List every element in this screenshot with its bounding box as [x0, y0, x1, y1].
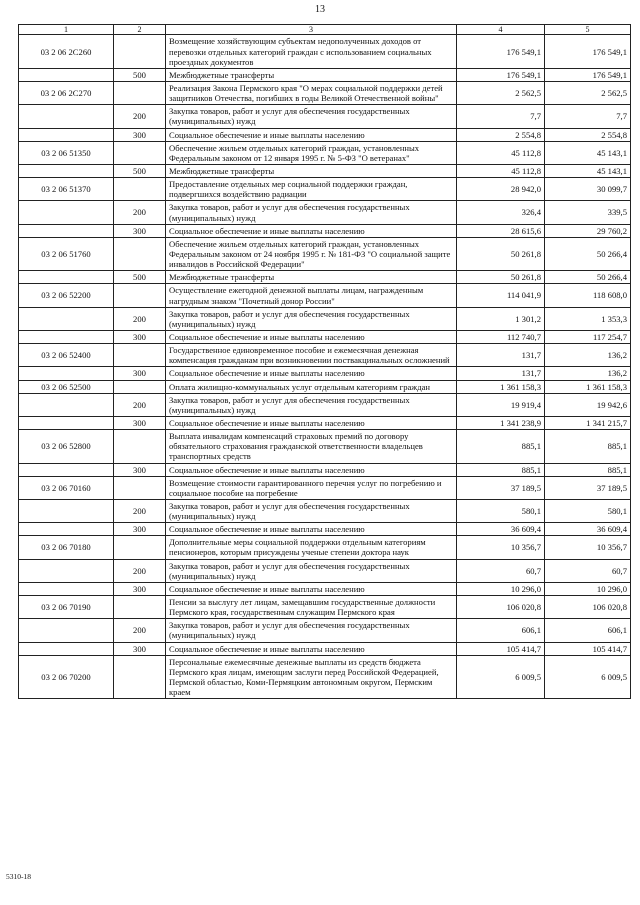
- row-name: Межбюджетные трансферты: [166, 164, 457, 177]
- row-value-year-1: 105 414,7: [457, 642, 545, 655]
- table-row: [19, 178, 631, 201]
- table-row: [19, 105, 631, 128]
- row-code: [19, 523, 114, 536]
- column-header-4: 4: [457, 25, 545, 35]
- table-row: [19, 141, 631, 164]
- row-expense-type: [114, 344, 166, 367]
- row-name: Социальное обеспечение и иные выплаты населению: [166, 224, 457, 237]
- row-expense-type: 500: [114, 164, 166, 177]
- row-name: Закупка товаров, работ и услуг для обеспечения государственных (муниципальных) нужд: [166, 393, 457, 416]
- row-name: Межбюджетные трансферты: [166, 68, 457, 81]
- row-code: [19, 68, 114, 81]
- row-value-year-1: 1 301,2: [457, 307, 545, 330]
- row-value-year-1: 37 189,5: [457, 476, 545, 499]
- row-name: Социальное обеспечение и иные выплаты населению: [166, 330, 457, 343]
- row-code: [19, 330, 114, 343]
- table-row: [19, 128, 631, 141]
- row-value-year-1: 106 020,8: [457, 596, 545, 619]
- row-code: 03 2 06 51760: [19, 237, 114, 270]
- row-value-year-2: 885,1: [545, 430, 631, 463]
- row-value-year-2: 1 353,3: [545, 307, 631, 330]
- row-code: 03 2 06 52200: [19, 284, 114, 307]
- table-row: [19, 367, 631, 380]
- table-row: [19, 642, 631, 655]
- row-expense-type: 200: [114, 559, 166, 582]
- row-code: [19, 164, 114, 177]
- row-code: 03 2 06 70160: [19, 476, 114, 499]
- row-value-year-2: 60,7: [545, 559, 631, 582]
- row-expense-type: 500: [114, 271, 166, 284]
- row-value-year-2: 339,5: [545, 201, 631, 224]
- row-name: Социальное обеспечение и иные выплаты населению: [166, 463, 457, 476]
- row-code: [19, 271, 114, 284]
- row-name: Социальное обеспечение и иные выплаты населению: [166, 367, 457, 380]
- table-row: [19, 582, 631, 595]
- row-value-year-2: 29 760,2: [545, 224, 631, 237]
- row-value-year-2: 136,2: [545, 367, 631, 380]
- row-name: Осуществление ежегодной денежной выплаты лицам, награжденным нагрудным знаком "Почетный донор России": [166, 284, 457, 307]
- row-value-year-2: 106 020,8: [545, 596, 631, 619]
- row-name: Закупка товаров, работ и услуг для обеспечения государственных (муниципальных) нужд: [166, 499, 457, 522]
- row-name: Закупка товаров, работ и услуг для обеспечения государственных (муниципальных) нужд: [166, 559, 457, 582]
- row-value-year-2: 2 554,8: [545, 128, 631, 141]
- row-expense-type: 300: [114, 128, 166, 141]
- row-code: [19, 463, 114, 476]
- row-expense-type: 200: [114, 201, 166, 224]
- table-row: [19, 68, 631, 81]
- row-value-year-1: 885,1: [457, 463, 545, 476]
- row-value-year-2: 6 009,5: [545, 655, 631, 699]
- row-expense-type: [114, 237, 166, 270]
- row-name: Государственное единовременное пособие и ежемесячная денежная компенсация гражданам при возникновении поствакцинальных осложнений: [166, 344, 457, 367]
- row-code: 03 2 06 2С260: [19, 35, 114, 68]
- row-value-year-2: 36 609,4: [545, 523, 631, 536]
- row-code: [19, 201, 114, 224]
- row-expense-type: [114, 655, 166, 699]
- row-expense-type: 300: [114, 582, 166, 595]
- row-value-year-2: 30 099,7: [545, 178, 631, 201]
- row-value-year-1: 7,7: [457, 105, 545, 128]
- row-name: Закупка товаров, работ и услуг для обеспечения государственных (муниципальных) нужд: [166, 201, 457, 224]
- row-name: Выплата инвалидам компенсаций страховых премий по договору обязательного страхования гражданской ответственности владельцев транспортных средств: [166, 430, 457, 463]
- row-value-year-2: 50 266,4: [545, 271, 631, 284]
- column-header-1: 1: [19, 25, 114, 35]
- row-value-year-1: 10 356,7: [457, 536, 545, 559]
- row-expense-type: 300: [114, 367, 166, 380]
- row-name: Закупка товаров, работ и услуг для обеспечения государственных (муниципальных) нужд: [166, 307, 457, 330]
- row-value-year-1: 2 554,8: [457, 128, 545, 141]
- row-value-year-1: 131,7: [457, 344, 545, 367]
- table-row: [19, 393, 631, 416]
- table-row: [19, 307, 631, 330]
- table-row: [19, 499, 631, 522]
- row-name: Социальное обеспечение и иные выплаты населению: [166, 523, 457, 536]
- row-expense-type: 300: [114, 523, 166, 536]
- column-header-2: 2: [114, 25, 166, 35]
- table-row: [19, 35, 631, 68]
- column-header-3: 3: [166, 25, 457, 35]
- table-row: [19, 523, 631, 536]
- row-value-year-2: 10 356,7: [545, 536, 631, 559]
- row-expense-type: [114, 476, 166, 499]
- row-name: Реализация Закона Пермского края "О мерах социальной поддержки детей защитников Отечества, погибших в годы Великой Отечественной войны": [166, 82, 457, 105]
- row-expense-type: 300: [114, 224, 166, 237]
- row-code: [19, 499, 114, 522]
- row-value-year-2: 50 266,4: [545, 237, 631, 270]
- row-value-year-1: 885,1: [457, 430, 545, 463]
- row-code: 03 2 06 52500: [19, 380, 114, 393]
- row-value-year-1: 176 549,1: [457, 35, 545, 68]
- row-code: 03 2 06 52400: [19, 344, 114, 367]
- row-expense-type: [114, 82, 166, 105]
- row-expense-type: 300: [114, 463, 166, 476]
- row-value-year-2: 176 549,1: [545, 68, 631, 81]
- row-name: Социальное обеспечение и иные выплаты населению: [166, 416, 457, 429]
- row-value-year-1: 112 740,7: [457, 330, 545, 343]
- row-value-year-2: 117 254,7: [545, 330, 631, 343]
- row-value-year-1: 114 041,9: [457, 284, 545, 307]
- row-value-year-1: 580,1: [457, 499, 545, 522]
- row-value-year-2: 19 942,6: [545, 393, 631, 416]
- row-name: Пенсии за выслугу лет лицам, замещавшим государственные должности Пермского края, государственным служащим Пермского края: [166, 596, 457, 619]
- row-value-year-1: 2 562,5: [457, 82, 545, 105]
- row-value-year-1: 45 112,8: [457, 141, 545, 164]
- row-expense-type: 200: [114, 307, 166, 330]
- row-expense-type: [114, 536, 166, 559]
- row-name: Персональные ежемесячные денежные выплаты из средств бюджета Пермского края лицам, имеющим заслуги перед Российской Федерацией, Пермской областью, Коми-Пермяцким автономным округом, Пермским краем: [166, 655, 457, 699]
- table-row: [19, 430, 631, 463]
- row-name: Закупка товаров, работ и услуг для обеспечения государственных (муниципальных) нужд: [166, 619, 457, 642]
- row-value-year-2: 7,7: [545, 105, 631, 128]
- row-code: [19, 105, 114, 128]
- row-expense-type: [114, 284, 166, 307]
- table-row: [19, 330, 631, 343]
- row-value-year-2: 885,1: [545, 463, 631, 476]
- row-expense-type: [114, 430, 166, 463]
- row-value-year-2: 10 296,0: [545, 582, 631, 595]
- row-code: [19, 559, 114, 582]
- row-expense-type: [114, 596, 166, 619]
- row-expense-type: [114, 35, 166, 68]
- row-expense-type: 200: [114, 619, 166, 642]
- row-value-year-2: 580,1: [545, 499, 631, 522]
- row-name: Закупка товаров, работ и услуг для обеспечения государственных (муниципальных) нужд: [166, 105, 457, 128]
- row-value-year-2: 1 341 215,7: [545, 416, 631, 429]
- row-value-year-1: 45 112,8: [457, 164, 545, 177]
- row-code: 03 2 06 52800: [19, 430, 114, 463]
- row-code: 03 2 06 70180: [19, 536, 114, 559]
- row-name: Предоставление отдельных мер социальной поддержки граждан, подвергшихся воздействию радиации: [166, 178, 457, 201]
- row-value-year-1: 1 361 158,3: [457, 380, 545, 393]
- row-value-year-1: 1 341 238,9: [457, 416, 545, 429]
- row-expense-type: [114, 141, 166, 164]
- row-value-year-1: 176 549,1: [457, 68, 545, 81]
- row-value-year-1: 131,7: [457, 367, 545, 380]
- row-name: Социальное обеспечение и иные выплаты населению: [166, 582, 457, 595]
- row-value-year-1: 6 009,5: [457, 655, 545, 699]
- row-expense-type: [114, 380, 166, 393]
- row-code: [19, 582, 114, 595]
- row-code: 03 2 06 51350: [19, 141, 114, 164]
- row-name: Социальное обеспечение и иные выплаты населению: [166, 642, 457, 655]
- row-value-year-2: 176 549,1: [545, 35, 631, 68]
- table-row: [19, 82, 631, 105]
- row-code: [19, 307, 114, 330]
- row-name: Межбюджетные трансферты: [166, 271, 457, 284]
- row-code: 03 2 06 70200: [19, 655, 114, 699]
- row-expense-type: 200: [114, 105, 166, 128]
- table-row: [19, 284, 631, 307]
- table-row: [19, 344, 631, 367]
- row-code: [19, 416, 114, 429]
- row-value-year-2: 1 361 158,3: [545, 380, 631, 393]
- table-row: [19, 271, 631, 284]
- table-header-row: [19, 25, 631, 35]
- row-value-year-2: 606,1: [545, 619, 631, 642]
- table-row: [19, 463, 631, 476]
- row-expense-type: [114, 178, 166, 201]
- row-code: 03 2 06 70190: [19, 596, 114, 619]
- row-value-year-1: 60,7: [457, 559, 545, 582]
- row-name: Обеспечение жильем отдельных категорий граждан, установленных Федеральным законом от 12 января 1995 г. № 5-ФЗ "О ветеранах": [166, 141, 457, 164]
- row-expense-type: 500: [114, 68, 166, 81]
- table-row: [19, 224, 631, 237]
- row-value-year-1: 36 609,4: [457, 523, 545, 536]
- row-expense-type: 300: [114, 330, 166, 343]
- footer-code: 5310-18: [6, 872, 31, 881]
- budget-table: [18, 24, 631, 699]
- row-code: [19, 128, 114, 141]
- row-expense-type: 200: [114, 393, 166, 416]
- page-number: 13: [315, 4, 325, 15]
- row-value-year-1: 326,4: [457, 201, 545, 224]
- row-code: [19, 642, 114, 655]
- row-value-year-1: 10 296,0: [457, 582, 545, 595]
- row-expense-type: 300: [114, 416, 166, 429]
- row-value-year-1: 50 261,8: [457, 237, 545, 270]
- row-name: Возмещение стоимости гарантированного перечня услуг по погребению и социальное пособие на погребение: [166, 476, 457, 499]
- row-value-year-2: 136,2: [545, 344, 631, 367]
- row-code: [19, 224, 114, 237]
- row-name: Социальное обеспечение и иные выплаты населению: [166, 128, 457, 141]
- row-value-year-1: 28 942,0: [457, 178, 545, 201]
- row-name: Дополнительные меры социальной поддержки отдельным категориям пенсионеров, которым присуждены ученые степени доктора наук: [166, 536, 457, 559]
- row-value-year-1: 28 615,6: [457, 224, 545, 237]
- row-expense-type: 200: [114, 499, 166, 522]
- table-row: [19, 476, 631, 499]
- row-value-year-2: 37 189,5: [545, 476, 631, 499]
- table-row: [19, 201, 631, 224]
- table-row: [19, 559, 631, 582]
- table-row: [19, 536, 631, 559]
- row-value-year-1: 50 261,8: [457, 271, 545, 284]
- row-code: 03 2 06 51370: [19, 178, 114, 201]
- table-row: [19, 596, 631, 619]
- row-code: [19, 393, 114, 416]
- table-row: [19, 237, 631, 270]
- row-code: 03 2 06 2С270: [19, 82, 114, 105]
- row-value-year-1: 606,1: [457, 619, 545, 642]
- column-header-5: 5: [545, 25, 631, 35]
- row-code: [19, 367, 114, 380]
- row-name: Обеспечение жильем отдельных категорий граждан, установленных Федеральным законом от 24 ноября 1995 г. № 181-ФЗ "О социальной защите инвалидов в Российской Федерации": [166, 237, 457, 270]
- row-value-year-2: 105 414,7: [545, 642, 631, 655]
- row-value-year-2: 45 143,1: [545, 141, 631, 164]
- table-row: [19, 619, 631, 642]
- row-value-year-2: 45 143,1: [545, 164, 631, 177]
- row-value-year-1: 19 919,4: [457, 393, 545, 416]
- table-row: [19, 416, 631, 429]
- row-value-year-2: 2 562,5: [545, 82, 631, 105]
- row-name: Оплата жилищно-коммунальных услуг отдельным категориям граждан: [166, 380, 457, 393]
- table-body: [19, 35, 631, 699]
- table-row: [19, 655, 631, 699]
- row-value-year-2: 118 608,0: [545, 284, 631, 307]
- table-row: [19, 380, 631, 393]
- row-name: Возмещение хозяйствующим субъектам недополученных доходов от перевозки отдельных категорий граждан с использованием социальных проездных документов: [166, 35, 457, 68]
- table-row: [19, 164, 631, 177]
- row-expense-type: 300: [114, 642, 166, 655]
- row-code: [19, 619, 114, 642]
